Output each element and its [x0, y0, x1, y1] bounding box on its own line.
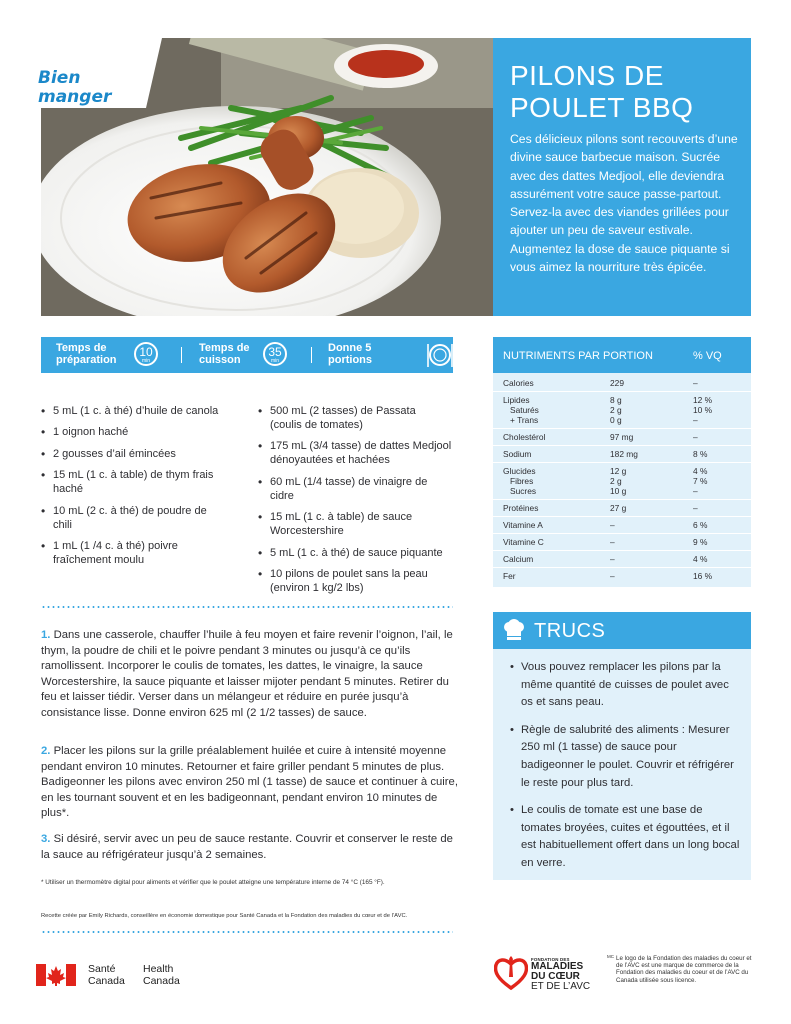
nutrition-cell: –	[610, 554, 615, 564]
recipe-credit: Recette créée par Emily Richards, conseillère en économie domestique pour Santé Canada et la Fondation des maladies du cœur et de l’AVC.	[41, 913, 408, 919]
nutrition-cell: –	[693, 486, 698, 496]
tip-item: • Vous pouvez remplacer les pilons par la même quantité de cuisses de poulet avec os et sans peau.	[510, 659, 742, 712]
meta-divider	[181, 347, 182, 363]
cook-label-line-2: cuisson	[199, 353, 241, 366]
nutrition-label	[503, 520, 543, 530]
nutrition-cell: 16 %	[693, 571, 713, 581]
nutrition-label	[503, 571, 516, 581]
ingredient-item: • 1 oignon haché	[41, 425, 251, 439]
nutrition-row	[493, 392, 751, 429]
nutrition-cell: Sodium	[503, 449, 532, 459]
nutrition-label	[503, 432, 545, 442]
ingredient-item: • 175 mL (3/4 tasse) de dattes Medjool dénoyautées et hachées	[258, 439, 458, 467]
nutrition-cell: 2 g	[610, 476, 622, 486]
dotted-divider	[41, 606, 453, 608]
step-number: 2.	[41, 745, 51, 757]
nutrition-header	[493, 337, 751, 373]
ingredient-item: • 10 pilons de poulet sans la peau (environ 1 kg/2 lbs)	[258, 567, 428, 595]
nutrition-pct	[693, 395, 712, 425]
yield-label-line-1: Donne 5	[328, 342, 372, 354]
nutrition-row	[493, 568, 751, 585]
step-text: Si désiré, servir avec un peu de sauce restante. Couvrir et conserver le reste de la sauce au réfrigérateur jusqu’à 2 semaines.	[41, 833, 453, 861]
ingredient-item: • 10 mL (2 c. à thé) de poudre de chili	[41, 504, 221, 532]
tip-item: • Le coulis de tomate est une base de tomates broyées, cuites et égouttées, et il est habituellement offert dans un long bocal en verre.	[510, 802, 742, 872]
nutrition-cell: –	[610, 537, 615, 547]
nutrition-cell: Vitamine A	[503, 520, 543, 530]
tips-panel	[493, 612, 751, 880]
method-step-3	[41, 832, 461, 863]
ingredients-list-right	[258, 404, 468, 602]
ingredient-item: • 500 mL (2 tasses) de Passata (coulis de tomates)	[258, 404, 443, 432]
hsf-line-4: ET DE L’AVC	[531, 981, 591, 992]
nutrition-label	[503, 537, 544, 547]
ingredients-list-left	[41, 404, 251, 574]
chef-hat-icon	[502, 618, 526, 642]
bien-manger-badge	[38, 69, 111, 107]
step-text: Placer les pilons sur la grille préalablement huilée et cuire à intensité moyenne pendant environ 10 minutes. Retourner et faire griller pendant 5 minutes de plus. Badigeonner les pilons avec environ 250 ml (1 tasse) de sauce et continuer à cuire, en les tournant souvent et en les badigeonnant, pendant environ 10 minutes de plus*.	[41, 745, 458, 820]
title-line-2: POULET BBQ	[510, 92, 694, 123]
badge-line-2: manger	[38, 87, 112, 107]
nutrition-cell: Glucides	[503, 466, 536, 476]
nutrition-row	[493, 517, 751, 534]
nutrition-pct	[693, 554, 707, 564]
nutrition-cell: Sucres	[510, 486, 537, 496]
step-number: 1.	[41, 629, 51, 641]
nutrition-cell: 182 mg	[610, 449, 638, 459]
maple-flag-icon	[36, 964, 76, 986]
tip-item: • Règle de salubrité des aliments : Mesurer 250 ml (1 tasse) de sauce pour badigeonner le poulet. Couvrir et réfrigérer le reste pour plus tard.	[510, 722, 742, 792]
nutrition-label	[503, 395, 539, 425]
nutrition-pct	[693, 378, 698, 388]
nutrition-label	[503, 378, 534, 388]
page-title	[510, 60, 693, 124]
hc-fr-line-1: Santé	[88, 963, 116, 975]
nutrition-amount	[610, 554, 615, 564]
ingredient-item: • 60 mL (1/4 tasse) de vinaigre de cidre	[258, 475, 438, 503]
nutrition-row	[493, 375, 751, 392]
nutrition-cell: –	[610, 571, 615, 581]
tips-title: TRUCS	[534, 620, 606, 642]
recipe-meta-bar	[41, 337, 453, 373]
nutrition-cell: Saturés	[510, 405, 539, 415]
badge-line-1: Bien	[38, 68, 81, 88]
nutrition-cell: 8 %	[693, 449, 708, 459]
dotted-divider	[41, 931, 453, 933]
nutrition-cell: 2 g	[610, 405, 622, 415]
nutrition-amount	[610, 503, 626, 513]
nutrition-amount	[610, 571, 615, 581]
nutrition-cell: Calories	[503, 378, 534, 388]
heart-stroke-wordmark	[531, 957, 590, 992]
health-canada-en	[143, 963, 180, 987]
health-canada-fr	[88, 963, 125, 987]
prep-time-circle	[134, 342, 158, 366]
nutrition-amount	[610, 520, 615, 530]
tips-list	[510, 659, 742, 883]
nutrition-pct	[693, 503, 698, 513]
hc-fr-line-2: Canada	[88, 975, 125, 987]
nutrition-cell: 229	[610, 378, 624, 388]
title-panel	[493, 38, 751, 316]
ingredient-item: • 1 mL (1 /4 c. à thé) poivre fraîchement moulu	[41, 539, 206, 567]
nutrition-cell: 10 g	[610, 486, 627, 496]
nutrition-cell: Cholestérol	[503, 432, 546, 442]
nutrition-cell: –	[693, 378, 698, 388]
ingredient-item: • 5 mL (1 c. à thé) d’huile de canola	[41, 404, 251, 418]
nutrition-header-pct: % VQ	[693, 350, 722, 362]
cook-time-unit: min	[270, 358, 280, 364]
nutrition-cell: –	[693, 432, 698, 442]
nutrition-cell: 12 g	[610, 466, 627, 476]
prep-time-unit: min	[141, 358, 151, 364]
ingredient-item: • 15 mL (1 c. à table) de thym frais haché	[41, 468, 226, 496]
trademark-mark: MC	[607, 954, 614, 959]
step-text: Dans une casserole, chauffer l’huile à feu moyen et faire revenir l’oignon, l’ail, le thym, la poudre de chili et le poivre pendant 3 minutes ou jusqu’à ce qu’ils ramollissent. Incorporer le coulis de tomates, les dattes, le vinaigre, la sauce Worcestershire, la sauce piquante et laisser mijoter pendant 5 minutes. Retirer du feu et laisser tiédir. Verser dans un mélangeur et réduire en purée jusqu’à consistance lisse. Donne environ 625 ml (2 1/2 tasses) de sauce.	[41, 629, 453, 719]
nutrition-cell: 10 %	[693, 405, 713, 415]
yield-label	[328, 343, 372, 366]
step-number: 3.	[41, 833, 51, 845]
nutrition-pct	[693, 520, 707, 530]
cook-time-label	[199, 343, 250, 366]
prep-time-value: 10	[139, 345, 153, 359]
ingredient-item: • 15 mL (1 c. à table) de sauce Worcestershire	[258, 510, 428, 538]
tips-header	[493, 612, 751, 649]
nutrition-cell: 12 %	[693, 395, 713, 405]
cook-label-line-1: Temps de	[199, 342, 250, 354]
nutrition-cell: Fer	[503, 571, 516, 581]
nutrition-row	[493, 463, 751, 500]
thermometer-footnote: * Utiliser un thermomètre digital pour aliments et vérifier que le poulet atteigne une température interne de 74 °C (165 °F).	[41, 879, 385, 886]
prep-label-line-1: Temps de	[56, 342, 107, 354]
hsf-line-3: DU CŒUR	[531, 971, 580, 982]
nutrition-amount	[610, 537, 615, 547]
nutrition-cell: –	[693, 415, 698, 425]
intro-paragraph: Ces délicieux pilons sont recouverts d’une divine sauce barbecue maison. Sucrée avec des dattes Medjool, elle deviendra assurément votre sauce passe-partout. Servez-la avec des viandes grillées pour ajouter un peu de saveur estivale. Augmentez la dose de sauce piquante si vous aimez la nourriture très épicée.	[510, 132, 738, 275]
prep-time-label	[56, 343, 117, 366]
hsf-line-2: MALADIES	[531, 961, 584, 972]
nutrition-row	[493, 534, 751, 551]
nutrition-amount	[610, 432, 633, 442]
nutrition-pct	[693, 537, 707, 547]
hc-en-line-1: Health	[143, 963, 174, 975]
nutrition-pct	[693, 432, 698, 442]
nutrition-row	[493, 429, 751, 446]
nutrition-label	[503, 466, 536, 496]
nutrition-label	[503, 449, 531, 459]
nutrition-cell: Protéines	[503, 503, 539, 513]
nutrition-rows	[493, 373, 751, 587]
nutrition-row	[493, 446, 751, 463]
nutrition-cell: + Trans	[510, 415, 539, 425]
nutrition-cell: Lipides	[503, 395, 530, 405]
nutrition-row	[493, 500, 751, 517]
cook-time-value: 35	[268, 345, 282, 359]
ingredient-item: • 2 gousses d’ail émincées	[41, 447, 251, 461]
cook-time-circle	[263, 342, 287, 366]
nutrition-cell: 9 %	[693, 537, 708, 547]
plate-cutlery-icon	[427, 341, 453, 369]
meta-divider	[311, 347, 312, 363]
nutrition-cell: 27 g	[610, 503, 627, 513]
nutrition-pct	[693, 466, 707, 496]
nutrition-cell: 4 %	[693, 466, 708, 476]
method-step-1	[41, 628, 461, 722]
nutrition-cell: 8 g	[610, 395, 622, 405]
nutrition-cell: 0 g	[610, 415, 622, 425]
nutrition-cell: 6 %	[693, 520, 708, 530]
title-line-1: PILONS DE	[510, 60, 664, 91]
nutrition-amount	[610, 449, 638, 459]
nutrition-cell: 4 %	[693, 554, 708, 564]
hc-en-line-2: Canada	[143, 975, 180, 987]
prep-label-line-2: préparation	[56, 353, 117, 366]
ingredient-item: • 5 mL (1 c. à thé) de sauce piquante	[258, 546, 468, 560]
nutrition-cell: Calcium	[503, 554, 534, 564]
nutrition-amount	[610, 395, 622, 425]
nutrition-row	[493, 551, 751, 568]
nutrition-label	[503, 503, 538, 513]
nutrition-pct	[693, 449, 707, 459]
method-step-2	[41, 744, 461, 822]
nutrition-amount	[610, 378, 624, 388]
nutrition-cell: Fibres	[510, 476, 534, 486]
nutrition-cell: Vitamine C	[503, 537, 544, 547]
trademark-note: Le logo de la Fondation des maladies du coeur et de l’AVC est une marque de commerce de la Fondation des maladies du coeur et de l’AVC du Canada utilisée sous licence.	[616, 955, 752, 984]
nutrition-label	[503, 554, 533, 564]
yield-label-line-2: portions	[328, 353, 372, 366]
nutrition-cell: –	[610, 520, 615, 530]
nutrition-cell: –	[693, 503, 698, 513]
heart-torch-icon	[494, 955, 528, 991]
nutrition-cell: 97 mg	[610, 432, 634, 442]
nutrition-pct	[693, 571, 712, 581]
hsf-line-1: FONDATION DES	[531, 957, 570, 962]
nutrition-amount	[610, 466, 626, 496]
nutrition-header-label: NUTRIMENTS PAR PORTION	[503, 350, 653, 362]
nutrition-table	[493, 337, 751, 587]
nutrition-cell: 7 %	[693, 476, 708, 486]
